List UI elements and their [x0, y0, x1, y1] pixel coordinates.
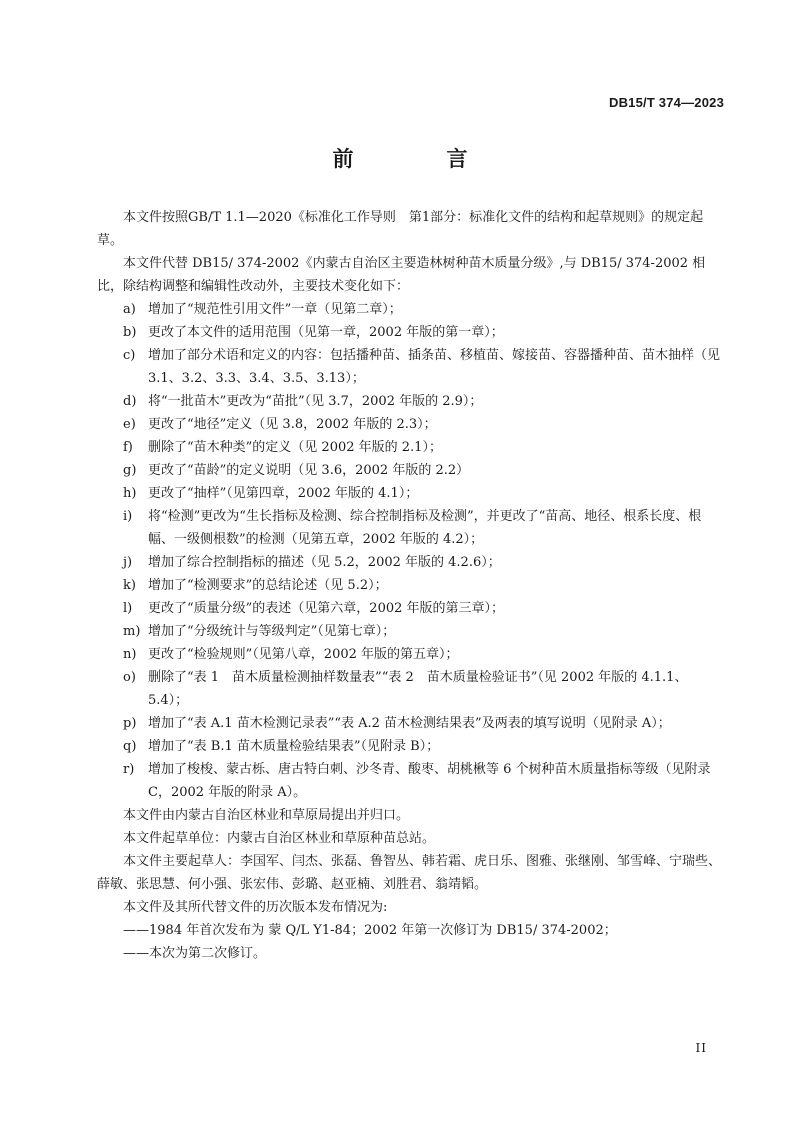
- list-item: [97, 643, 727, 666]
- closing-paragraph: 本文件主要起草人：李国军、闫杰、张磊、鲁智丛、韩若霜、虎日乐、图雅、张继刚、邹雪峰、宁瑞些、薛敏、张思慧、何小强、张宏伟、彭璐、赵亚楠、刘胜君、翁靖韬。: [97, 854, 722, 892]
- list-item: [97, 505, 727, 551]
- intro-paragraph: 本文件代替 DB15/ 374-2002《内蒙古自治区主要造林树种苗木质量分级》,与 DB15/ 374-2002 相比，除结构调整和编辑性改动外，主要技术变化如下：: [97, 256, 706, 294]
- list-marker: i): [123, 509, 133, 524]
- list-item-text: 更改了“抽样”（见第四章，2002 年版的 4.1）；: [148, 486, 419, 501]
- history-entry: ——本次为第二次修订。: [123, 946, 267, 961]
- list-item-text: 更改了本文件的适用范围（见第一章，2002 年版的第一章）；: [148, 325, 504, 340]
- list-item: [97, 735, 727, 758]
- closing-paragraph: 本文件及其所代替文件的历次版本发布情况为:: [123, 900, 388, 915]
- list-item: [97, 620, 727, 643]
- list-marker: l): [123, 601, 133, 616]
- closing-paragraph: 本文件起草单位：内蒙古自治区林业和草原种苗总站。: [123, 831, 436, 846]
- list-item: [97, 436, 727, 459]
- list-marker: j): [123, 555, 133, 570]
- page-number: II: [695, 1041, 707, 1055]
- list-item: [97, 459, 727, 482]
- list-item: [97, 482, 727, 505]
- list-item: [97, 666, 727, 712]
- list-marker: q): [123, 739, 137, 754]
- list-item-text: 增加了部分术语和定义的内容：包括播种苗、插条苗、移植苗、嫁接苗、容器播种苗、苗木抽样（见 3.1、3.2、3.3、3.4、3.5、3.13）；: [148, 348, 721, 386]
- list-item-text: 增加了“检测要求”的总结论述（见 5.2）；: [148, 578, 388, 593]
- list-item-text: 增加了“分级统计与等级判定”（见第七章）；: [148, 624, 396, 639]
- list-item-text: 增加了“表 B.1 苗木质量检验结果表”（见附录 B）；: [148, 739, 440, 754]
- list-marker: b): [123, 325, 137, 340]
- list-item: [97, 390, 727, 413]
- list-item: [97, 321, 727, 344]
- list-marker: e): [123, 417, 136, 432]
- list-item-text: 将“检测”更改为“生长指标及检测、综合控制指标及检测”，并更改了“苗高、地径、根系长度、根幅、一级侧根数”的检测（见第五章，2002 年版的 4.2）；: [148, 509, 702, 547]
- list-item: [97, 551, 727, 574]
- list-item-text: 删除了“苗木种类”的定义（见 2002 年版的 2.1）；: [148, 440, 442, 455]
- intro-paragraph: 本文件按照GB/T 1.1—2020《标准化工作导则 第1部分：标准化文件的结构和起草规则》的规定起草。: [97, 210, 704, 248]
- list-marker: h): [123, 486, 137, 501]
- list-item-text: 增加了“规范性引用文件”一章（见第二章）；: [148, 302, 402, 317]
- list-marker: a): [123, 302, 136, 317]
- list-marker: m): [123, 624, 141, 639]
- list-item: [97, 413, 727, 436]
- list-item: [97, 298, 727, 321]
- list-item-text: 更改了“苗龄”的定义说明（见 3.6，2002 年版的 2.2）: [148, 463, 470, 478]
- list-item-text: 删除了“表 1 苗木质量检测抽样数量表”“表 2 苗木质量检验证书”（见 2002 年版的 4.1.1、5.4）；: [148, 670, 688, 708]
- list-marker: f): [123, 440, 133, 455]
- list-marker: d): [123, 394, 137, 409]
- list-item: [97, 344, 727, 390]
- list-marker: g): [123, 463, 137, 478]
- list-marker: o): [123, 670, 136, 685]
- list-item: [97, 758, 727, 804]
- list-item-text: 更改了“质量分级”的表述（见第六章，2002 年版的第三章）；: [148, 601, 505, 616]
- list-item-text: 更改了“检验规则”（见第八章，2002 年版的第五章）；: [148, 647, 459, 662]
- history-entry: ——1984 年首次发布为 蒙 Q/L Y1-84；2002 年第一次修订为 DB15/ 374-2002；: [123, 923, 617, 938]
- document-code: DB15/T 374—2023: [608, 95, 724, 110]
- document-body: [97, 206, 727, 965]
- list-marker: p): [123, 716, 137, 731]
- list-item-text: 将“一批苗木”更改为“苗批”（见 3.7，2002 年版的 2.9）；: [148, 394, 483, 409]
- closing-paragraph: 本文件由内蒙古自治区林业和草原局提出并归口。: [123, 808, 410, 823]
- list-marker: c): [123, 348, 136, 363]
- list-marker: n): [123, 647, 137, 662]
- list-item: [97, 597, 727, 620]
- list-marker: r): [123, 762, 135, 777]
- list-item-text: 更改了“地径”定义（见 3.8，2002 年版的 2.3）；: [148, 417, 437, 432]
- list-item-text: 增加了综合控制指标的描述（见 5.2，2002 年版的 4.2.6）；: [148, 555, 501, 570]
- list-item: [97, 712, 727, 735]
- list-marker: k): [123, 578, 136, 593]
- list-item-text: 增加了梭梭、蒙古栎、唐古特白刺、沙冬青、酸枣、胡桃楸等 6 个树种苗木质量指标等级（见附录 C，2002 年版的附录 A）。: [148, 762, 711, 800]
- list-item: [97, 574, 727, 597]
- list-item-text: 增加了“表 A.1 苗木检测记录表”“表 A.2 苗木检测结果表”及两表的填写说明（见附录 A）；: [148, 716, 671, 731]
- page-title: 前 言: [332, 147, 504, 171]
- change-list: [97, 298, 727, 804]
